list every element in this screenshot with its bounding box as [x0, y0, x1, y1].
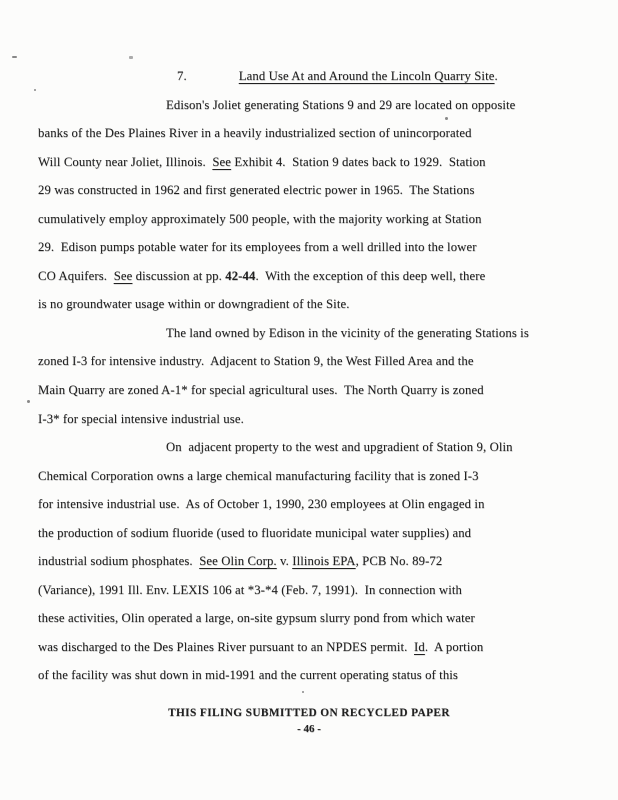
text-line: banks of the Des Plaines River in a heavily industrialized section of unincorporated: [38, 126, 472, 141]
recycled-paper-notice: THIS FILING SUBMITTED ON RECYCLED PAPER: [168, 707, 450, 719]
text-line: I-3* for special intensive industrial use.: [38, 411, 244, 426]
page-footer: [0, 706, 618, 737]
scan-artifact: [34, 89, 36, 91]
text-line: Edison's Joliet generating Stations 9 and 29 are located on opposite: [166, 97, 516, 112]
section-title: Land Use At and Around the Lincoln Quarry Site.: [238, 69, 498, 83]
text-line: of the facility was shut down in mid-1991 and the current operating status of this: [38, 668, 458, 683]
section-heading: [38, 62, 584, 91]
text-line: these activities, Olin operated a large, on-site gypsum slurry pond from which water: [38, 611, 475, 626]
document-body: [38, 62, 584, 690]
paragraph: [38, 91, 584, 319]
text-line: was discharged to the Des Plaines River pursuant to an NPDES permit. Id. A portion: [38, 639, 484, 654]
scan-artifact: [302, 691, 304, 693]
scan-artifact: [129, 56, 133, 59]
scan-artifact: [27, 400, 30, 403]
text-line: (Variance), 1991 Ill. Env. LEXIS 106 at *3-*4 (Feb. 7, 1991). In connection with: [38, 582, 462, 597]
text-line: 29 was constructed in 1962 and first generated electric power in 1965. The Stations: [38, 183, 475, 198]
text-line: industrial sodium phosphates. See Olin Corp. v. Illinois EPA, PCB No. 89-72: [38, 554, 443, 569]
text-line: The land owned by Edison in the vicinity of the generating Stations is: [166, 325, 529, 340]
text-line: for intensive industrial use. As of October 1, 1990, 230 employees at Olin engaged in: [38, 497, 485, 512]
text-line: is no groundwater usage within or downgradient of the Site.: [38, 297, 350, 312]
scan-artifact: [445, 117, 448, 120]
text-line: Will County near Joliet, Illinois. See Exhibit 4. Station 9 dates back to 1929. Station: [38, 154, 486, 169]
paragraph: [38, 319, 584, 433]
page-number: - 46 -: [297, 723, 321, 735]
text-line: Chemical Corporation owns a large chemical manufacturing facility that is zoned I-3: [38, 468, 479, 483]
text-line: the production of sodium fluoride (used to fluoridate municipal water supplies) and: [38, 525, 472, 540]
text-line: zoned I-3 for intensive industry. Adjacent to Station 9, the West Filled Area and the: [38, 354, 474, 369]
text-line: On adjacent property to the west and upgradient of Station 9, Olin: [166, 440, 513, 455]
scan-artifact: [12, 56, 17, 58]
paragraph: [38, 433, 584, 690]
text-line: 29. Edison pumps potable water for its employees from a well drilled into the lower: [38, 240, 477, 255]
section-number: 7.: [177, 69, 187, 83]
text-line: Main Quarry are zoned A-1* for special agricultural uses. The North Quarry is zoned: [38, 383, 484, 398]
text-line: CO Aquifers. See discussion at pp. 42-44. With the exception of this deep well, there: [38, 268, 486, 283]
text-line: cumulatively employ approximately 500 people, with the majority working at Station: [38, 211, 482, 226]
